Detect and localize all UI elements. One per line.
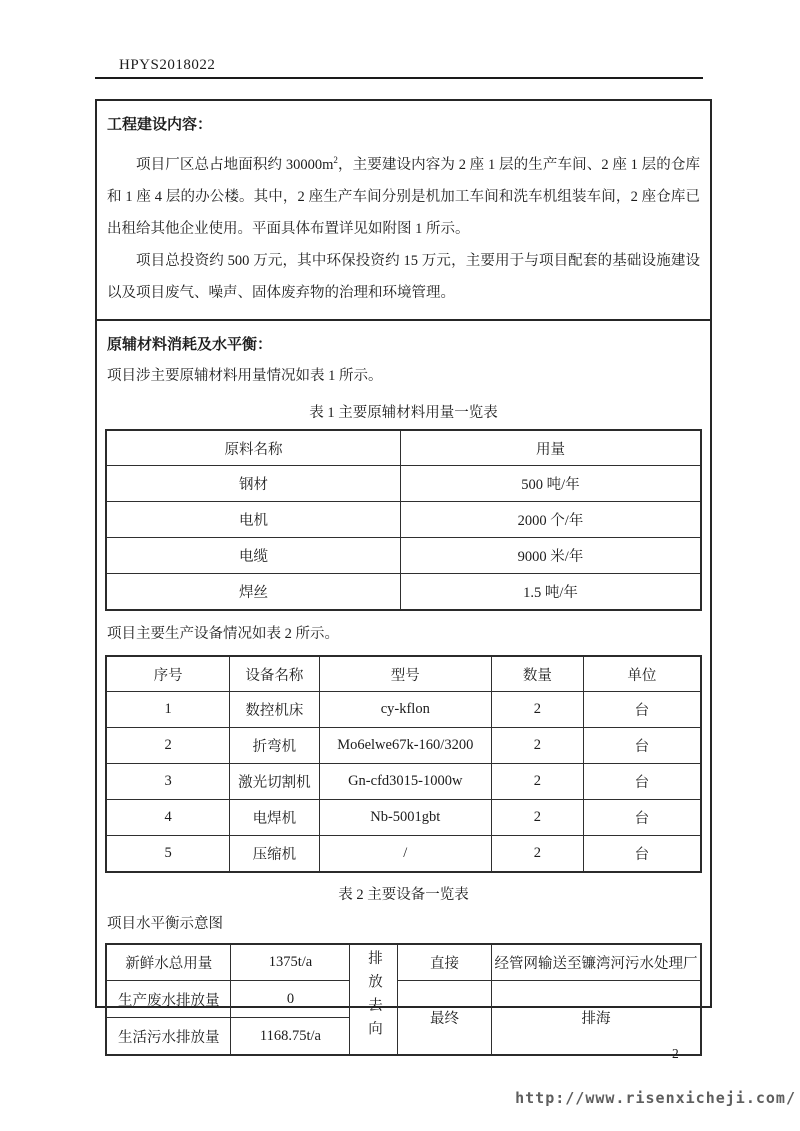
table-cell: 2 xyxy=(492,836,584,872)
table-header-cell: 原料名称 xyxy=(106,430,401,466)
table-cell: 排海 xyxy=(492,981,701,1055)
table-cell: 激光切割机 xyxy=(230,764,319,800)
equipment-table xyxy=(105,655,702,873)
table-cell: 2 xyxy=(492,764,584,800)
table-row xyxy=(106,944,701,981)
table-cell: 500 吨/年 xyxy=(401,466,701,502)
doc-number: HPYS2018022 xyxy=(119,57,216,73)
table-cell: 台 xyxy=(583,836,701,872)
table-cell: 折弯机 xyxy=(230,728,319,764)
table-cell: 电机 xyxy=(106,502,401,538)
page-number: 2 xyxy=(672,1046,679,1061)
table-cell: 最终 xyxy=(398,981,492,1055)
table-cell: 生活污水排放量 xyxy=(106,1018,231,1055)
table-cell: 0 xyxy=(231,981,350,1018)
table-cell: Mo6elwe67k-160/3200 xyxy=(319,728,492,764)
water-balance-table xyxy=(105,943,702,1056)
table-header-cell: 用量 xyxy=(401,430,701,466)
table-row xyxy=(106,574,701,610)
table-row xyxy=(106,502,701,538)
table-header-cell: 型号 xyxy=(319,656,492,692)
table2-intro: 项目主要生产设备情况如表 2 所示。 xyxy=(107,625,339,642)
table-cell: 台 xyxy=(583,728,701,764)
table-cell: 1375t/a xyxy=(231,944,350,981)
para1-text-before: 项目厂区总占地面积约 30000m xyxy=(136,156,334,173)
discharge-direction-cell xyxy=(350,944,398,1055)
table-row xyxy=(106,800,701,836)
table-cell: 电焊机 xyxy=(230,800,319,836)
table-cell: 直接 xyxy=(398,944,492,981)
table-cell: 台 xyxy=(583,764,701,800)
table-header-cell: 设备名称 xyxy=(230,656,319,692)
table-cell: 2000 个/年 xyxy=(401,502,701,538)
table-header-row xyxy=(106,430,701,466)
table-cell: Gn-cfd3015-1000w xyxy=(319,764,492,800)
table2-caption: 表 2 主要设备一览表 xyxy=(338,886,469,903)
para1-superscript: 2 xyxy=(333,155,338,165)
table-header-cell: 序号 xyxy=(106,656,230,692)
table-cell: 钢材 xyxy=(106,466,401,502)
table-cell: Nb-5001gbt xyxy=(319,800,492,836)
section1-heading: 工程建设内容： xyxy=(107,117,213,133)
table-cell: 1.5 吨/年 xyxy=(401,574,701,610)
table-header-cell: 数量 xyxy=(492,656,584,692)
table-cell: / xyxy=(319,836,492,872)
table-header-row xyxy=(106,656,701,692)
table-cell: 1168.75t/a xyxy=(231,1018,350,1055)
table-cell: cy-kflon xyxy=(319,692,492,728)
table-cell: 台 xyxy=(583,692,701,728)
table-cell: 电缆 xyxy=(106,538,401,574)
table-row xyxy=(106,538,701,574)
table-cell: 新鲜水总用量 xyxy=(106,944,231,981)
table-cell: 数控机床 xyxy=(230,692,319,728)
table-row xyxy=(106,836,701,872)
table-cell: 1 xyxy=(106,692,230,728)
table-cell: 台 xyxy=(583,800,701,836)
table-cell: 4 xyxy=(106,800,230,836)
watermark-url: http://www.risenxicheji.com/ xyxy=(515,1089,796,1107)
water-balance-heading: 项目水平衡示意图 xyxy=(107,915,223,932)
table-cell: 3 xyxy=(106,764,230,800)
table-row xyxy=(106,466,701,502)
table-cell: 压缩机 xyxy=(230,836,319,872)
materials-table xyxy=(105,429,702,611)
table-cell: 2 xyxy=(492,728,584,764)
table-cell: 9000 米/年 xyxy=(401,538,701,574)
table1-caption: 表 1 主要原辅材料用量一览表 xyxy=(309,404,498,421)
table-cell: 生产废水排放量 xyxy=(106,981,231,1018)
table-cell: 经管网输送至镰湾河污水处理厂 xyxy=(492,944,701,981)
content-frame xyxy=(95,99,712,1046)
header-rule xyxy=(95,77,703,79)
section1-paragraph-1 xyxy=(107,144,700,245)
table-header-cell: 单位 xyxy=(583,656,701,692)
table-cell: 2 xyxy=(492,800,584,836)
table-cell: 焊丝 xyxy=(106,574,401,610)
para1-text-after: ，主要建设内容为 2 座 1 层的生产车间、2 座 1 层的仓库和 1 座 4 层的办公楼。其中，2 座生产车间分别是机加工车间和洗车机组装车间，2 座仓库已出租给其他企业使用。平面具体布置详见如附图 1 所示。 xyxy=(107,156,701,237)
table-cell: 2 xyxy=(492,692,584,728)
table-cell: 2 xyxy=(106,728,230,764)
section1-paragraph-2: 项目总投资约 500 万元，其中环保投资约 15 万元，主要用于与项目配套的基础设施建设以及项目废气、噪声、固体废弃物的治理和环境管理。 xyxy=(107,252,700,301)
table1-intro: 项目涉主要原辅材料用量情况如表 1 所示。 xyxy=(107,367,383,384)
table-row xyxy=(106,692,701,728)
discharge-direction-label: 排放去向 xyxy=(365,949,382,1044)
table-row xyxy=(106,728,701,764)
table-cell: 5 xyxy=(106,836,230,872)
section2-heading: 原辅材料消耗及水平衡： xyxy=(107,336,273,353)
table-row xyxy=(106,981,701,1018)
section-divider xyxy=(97,319,710,321)
table-row xyxy=(106,764,701,800)
